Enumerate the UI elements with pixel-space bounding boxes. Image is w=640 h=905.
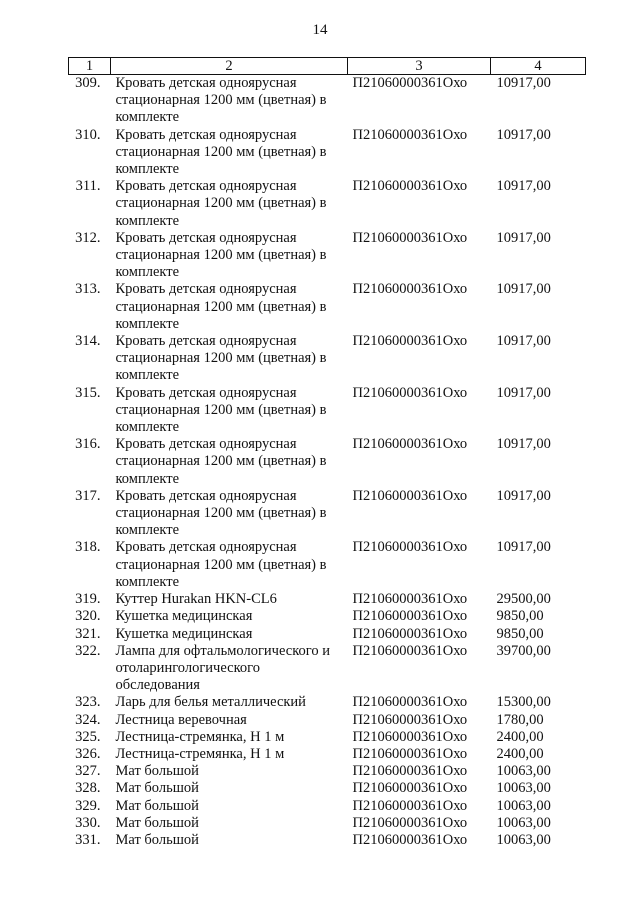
row-number: 311. [75, 178, 101, 195]
table-body [69, 75, 586, 850]
item-code: П21060000361Охо [352, 229, 468, 246]
item-price: 10917,00 [496, 281, 551, 298]
row-number: 312. [75, 229, 101, 246]
row-number: 324. [75, 711, 101, 728]
row-number: 327. [75, 763, 101, 780]
item-code: П21060000361Охо [352, 797, 468, 814]
item-price: 10917,00 [496, 126, 551, 143]
item-price: 10917,00 [496, 229, 551, 246]
item-code: П21060000361Охо [352, 591, 468, 608]
item-price: 9850,00 [496, 608, 544, 625]
table-row [69, 729, 586, 746]
item-price: 9850,00 [496, 625, 544, 642]
item-code: П21060000361Охо [352, 436, 468, 453]
row-number: 328. [75, 780, 101, 797]
item-code: П21060000361Охо [352, 126, 468, 143]
item-price: 29500,00 [496, 591, 551, 608]
item-name: Лампа для офтальмологического и отоларингологического обследования [115, 642, 330, 694]
item-price: 10917,00 [496, 178, 551, 195]
item-price: 10917,00 [496, 436, 551, 453]
inventory-table [68, 57, 586, 849]
row-number: 326. [75, 745, 101, 762]
table-row [69, 608, 586, 625]
header-row [69, 58, 586, 75]
item-price: 10063,00 [496, 780, 551, 797]
table-row [69, 626, 586, 643]
table-row [69, 832, 586, 849]
table-row [69, 436, 586, 488]
item-name: Ларь для белья металлический [115, 694, 306, 711]
page-number: 14 [312, 22, 328, 38]
item-price: 10917,00 [496, 384, 551, 401]
item-code: П21060000361Охо [352, 333, 468, 350]
table-row [69, 591, 586, 608]
item-name: Лестница-стремянка, Н 1 м [115, 728, 285, 745]
item-price: 2400,00 [496, 728, 544, 745]
item-name: Кровать детская одноярусная стационарная 1200 мм (цветная) в комплекте [115, 178, 327, 229]
item-name: Кровать детская одноярусная стационарная 1200 мм (цветная) в комплекте [115, 126, 327, 178]
row-number: 315. [75, 384, 101, 401]
header-col-3: 3 [348, 58, 491, 75]
item-code: П21060000361Охо [352, 608, 468, 625]
table-row [69, 694, 586, 711]
item-price: 10063,00 [496, 831, 551, 848]
item-price: 10063,00 [496, 797, 551, 814]
header-col-2: 2 [111, 58, 348, 75]
table-row [69, 746, 586, 763]
row-number: 309. [75, 75, 101, 91]
item-name: Лестница-стремянка, Н 1 м [115, 745, 285, 762]
item-price: 15300,00 [496, 694, 551, 711]
item-price: 10917,00 [496, 487, 551, 504]
item-price: 10917,00 [496, 539, 551, 556]
item-price: 10917,00 [496, 75, 551, 91]
row-number: 319. [75, 591, 101, 608]
table-row [69, 178, 586, 230]
item-name: Кровать детская одноярусная стационарная 1200 мм (цветная) в комплекте [115, 436, 327, 487]
item-price: 10063,00 [496, 763, 551, 780]
item-name: Мат большой [115, 763, 199, 780]
row-number: 329. [75, 797, 101, 814]
row-number: 331. [75, 831, 101, 848]
item-code: П21060000361Охо [352, 75, 468, 91]
item-name: Мат большой [115, 780, 199, 797]
row-number: 325. [75, 728, 101, 745]
row-number: 330. [75, 814, 101, 831]
row-number: 314. [75, 333, 101, 350]
table-row [69, 539, 586, 591]
table-row [69, 643, 586, 695]
item-price: 10917,00 [496, 333, 551, 350]
item-code: П21060000361Охо [352, 763, 468, 780]
row-number: 323. [75, 694, 101, 711]
item-code: П21060000361Охо [352, 384, 468, 401]
table-row [69, 488, 586, 540]
header-col-4: 4 [491, 58, 586, 75]
row-number: 310. [75, 126, 101, 143]
table-row [69, 333, 586, 385]
row-number: 320. [75, 608, 101, 625]
item-code: П21060000361Охо [352, 831, 468, 848]
table-row [69, 815, 586, 832]
item-name: Мат большой [115, 814, 199, 831]
table-row [69, 75, 586, 127]
table-row [69, 712, 586, 729]
item-code: П21060000361Охо [352, 281, 468, 298]
item-name: Лестница веревочная [115, 711, 247, 728]
item-name: Кушетка медицинская [115, 625, 253, 642]
item-name: Мат большой [115, 831, 199, 848]
item-name: Кровать детская одноярусная стационарная 1200 мм (цветная) в комплекте [115, 539, 327, 590]
item-code: П21060000361Охо [352, 814, 468, 831]
item-code: П21060000361Охо [352, 728, 468, 745]
item-name: Кровать детская одноярусная стационарная 1200 мм (цветная) в комплекте [115, 229, 327, 281]
item-code: П21060000361Охо [352, 625, 468, 642]
item-price: 10063,00 [496, 814, 551, 831]
item-code: П21060000361Охо [352, 745, 468, 762]
item-name: Куттер Hurakan HKN-CL6 [115, 591, 277, 608]
item-code: П21060000361Охо [352, 694, 468, 711]
row-number: 313. [75, 281, 101, 298]
item-name: Кровать детская одноярусная стационарная 1200 мм (цветная) в комплекте [115, 487, 327, 539]
table-row [69, 780, 586, 797]
header-col-1: 1 [69, 58, 111, 75]
table-header [69, 58, 586, 75]
table-row [69, 230, 586, 282]
item-name: Кровать детская одноярусная стационарная 1200 мм (цветная) в комплекте [115, 281, 327, 332]
item-code: П21060000361Охо [352, 642, 468, 659]
row-number: 318. [75, 539, 101, 556]
table-row [69, 281, 586, 333]
item-price: 39700,00 [496, 642, 551, 659]
row-number: 321. [75, 625, 101, 642]
item-code: П21060000361Охо [352, 711, 468, 728]
row-number: 317. [75, 487, 101, 504]
table-row [69, 798, 586, 815]
table-row [69, 385, 586, 437]
row-number: 316. [75, 436, 101, 453]
item-code: П21060000361Охо [352, 539, 468, 556]
item-price: 1780,00 [496, 711, 544, 728]
table-row [69, 763, 586, 780]
item-code: П21060000361Охо [352, 487, 468, 504]
item-name: Кушетка медицинская [115, 608, 253, 625]
item-price: 2400,00 [496, 745, 544, 762]
item-name: Кровать детская одноярусная стационарная 1200 мм (цветная) в комплекте [115, 75, 327, 126]
table-row [69, 127, 586, 179]
item-name: Кровать детская одноярусная стационарная 1200 мм (цветная) в комплекте [115, 384, 327, 436]
item-name: Мат большой [115, 797, 199, 814]
item-name: Кровать детская одноярусная стационарная 1200 мм (цветная) в комплекте [115, 333, 327, 384]
item-code: П21060000361Охо [352, 780, 468, 797]
row-number: 322. [75, 642, 101, 659]
item-code: П21060000361Охо [352, 178, 468, 195]
